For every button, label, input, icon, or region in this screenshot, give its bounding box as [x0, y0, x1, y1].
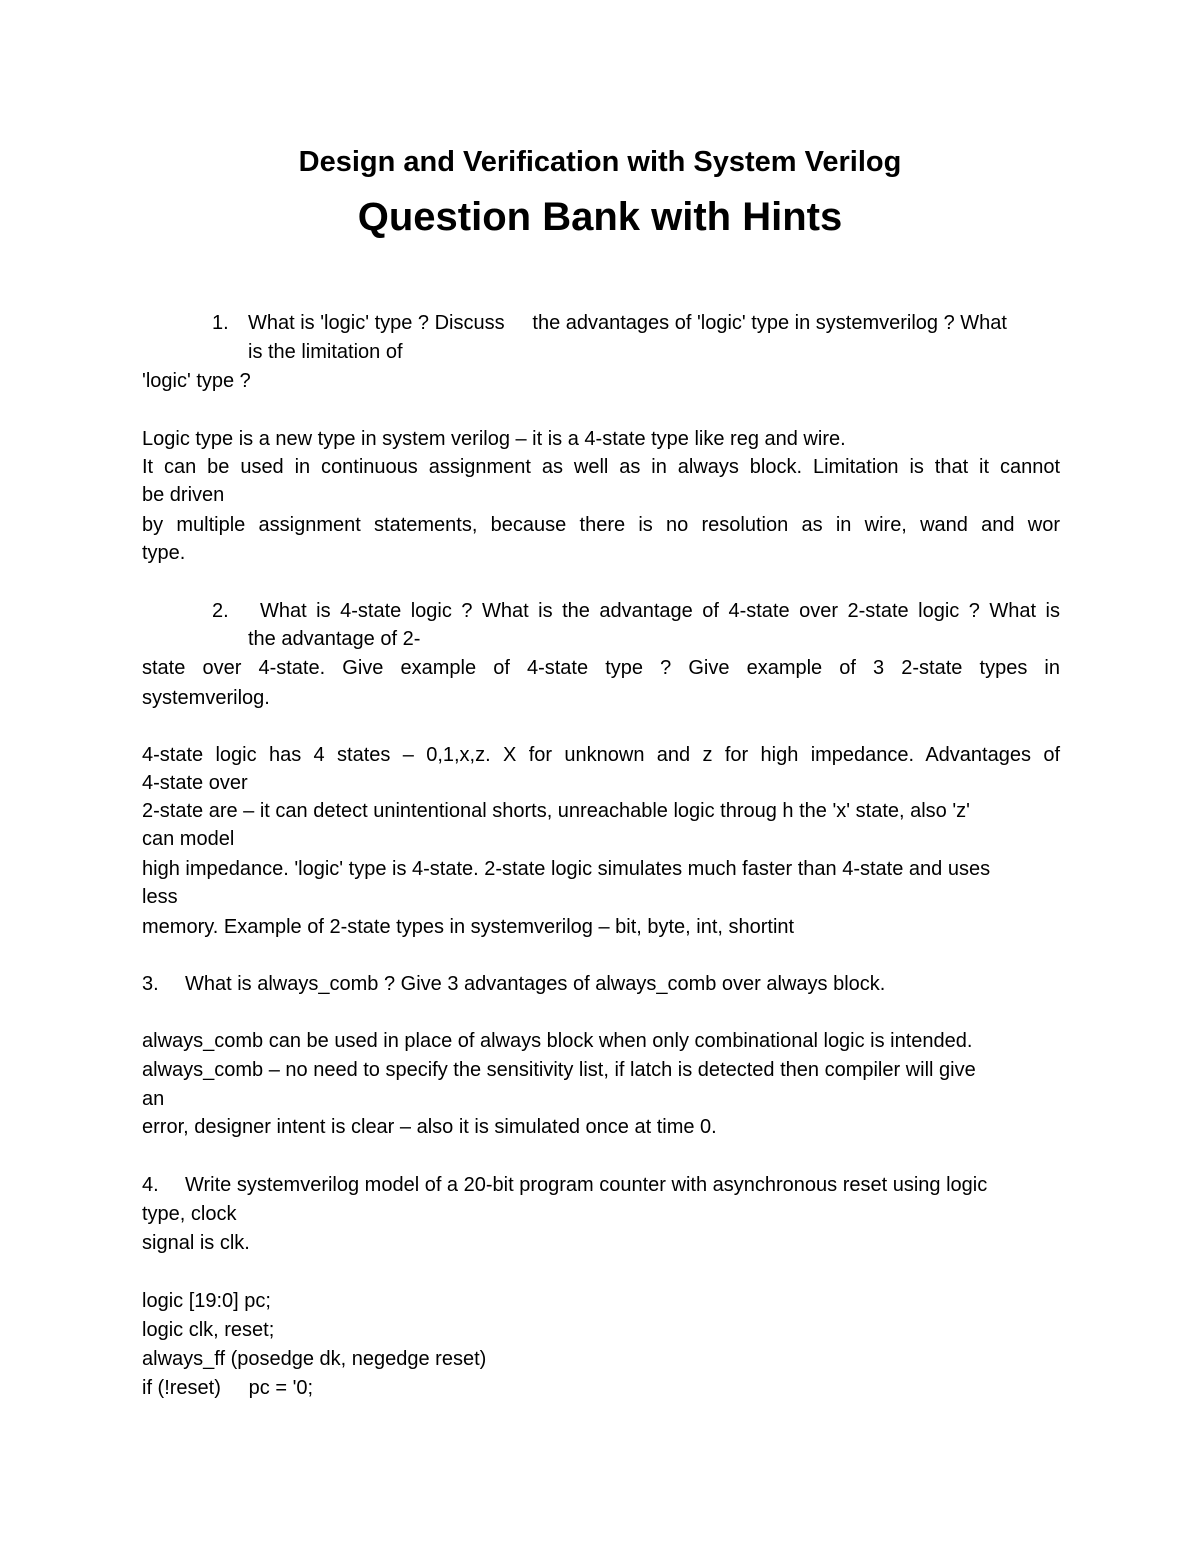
question-4-number: 4.	[142, 1174, 159, 1196]
question-2-number: 2.	[212, 600, 229, 622]
document-title: Design and Verification with System Verilog	[298, 146, 902, 178]
answer-2-line: memory. Example of 2-state types in systemverilog – bit, byte, int, shortint	[142, 916, 795, 938]
answer-2-line: 4-state over	[142, 772, 248, 794]
answer-2-line: can model	[142, 828, 235, 850]
question-3-text: What is always_comb ? Give 3 advantages of always_comb over always block.	[185, 973, 886, 995]
answer-3-line: error, designer intent is clear – also it is simulated once at time 0.	[142, 1116, 717, 1138]
code-line: always_ff (posedge dk, negedge reset)	[142, 1348, 487, 1370]
answer-2-line: high impedance. 'logic' type is 4-state. 2-state logic simulates much faster than 4-state and uses	[142, 858, 991, 880]
question-2-text-end: systemverilog.	[142, 687, 270, 709]
question-4-text-cont: type, clock	[142, 1203, 237, 1225]
answer-1-line: Logic type is a new type in system verilog – it is a 4-state type like reg and wire.	[142, 428, 846, 450]
answer-1-line: It can be used in continuous assignment as well as in always block. Limitation is that it cannot	[142, 456, 1060, 478]
question-2-text: What is 4-state logic ? What is the advantage of 4-state over 2-state logic ? What is	[260, 600, 1060, 622]
question-1-text-end: 'logic' type ?	[142, 370, 251, 392]
answer-1-line: type.	[142, 542, 186, 564]
question-2-text-cont: the advantage of 2-	[248, 628, 421, 650]
question-4-text-end: signal is clk.	[142, 1232, 250, 1254]
question-1-number: 1.	[212, 312, 229, 334]
answer-1-line: by multiple assignment statements, because there is no resolution as in wire, wand and wor	[142, 514, 1060, 536]
question-2-text-cont: state over 4-state. Give example of 4-state type ? Give example of 3 2-state types in	[142, 657, 1060, 679]
code-line: logic clk, reset;	[142, 1319, 275, 1341]
code-line: logic [19:0] pc;	[142, 1290, 271, 1312]
question-4-text: Write systemverilog model of a 20-bit program counter with asynchronous reset using logic	[185, 1174, 988, 1196]
answer-2-line: less	[142, 886, 178, 908]
document-subtitle: Question Bank with Hints	[357, 195, 843, 239]
question-1-text: What is 'logic' type ? Discuss the advantages of 'logic' type in systemverilog ? What	[248, 312, 1007, 334]
question-3-number: 3.	[142, 973, 159, 995]
code-line: if (!reset) pc = '0;	[142, 1377, 314, 1399]
answer-2-line: 2-state are – it can detect unintentional shorts, unreachable logic throug h the 'x' state, also 'z'	[142, 800, 970, 822]
answer-3-line: always_comb can be used in place of always block when only combinational logic is intended.	[142, 1030, 973, 1052]
answer-3-line: an	[142, 1088, 165, 1110]
answer-2-line: 4-state logic has 4 states – 0,1,x,z. X for unknown and z for high impedance. Advantages of	[142, 744, 1060, 766]
answer-3-line: always_comb – no need to specify the sensitivity list, if latch is detected then compiler will give	[142, 1059, 976, 1081]
question-1-text-cont: is the limitation of	[248, 341, 403, 363]
answer-1-line: be driven	[142, 484, 225, 506]
